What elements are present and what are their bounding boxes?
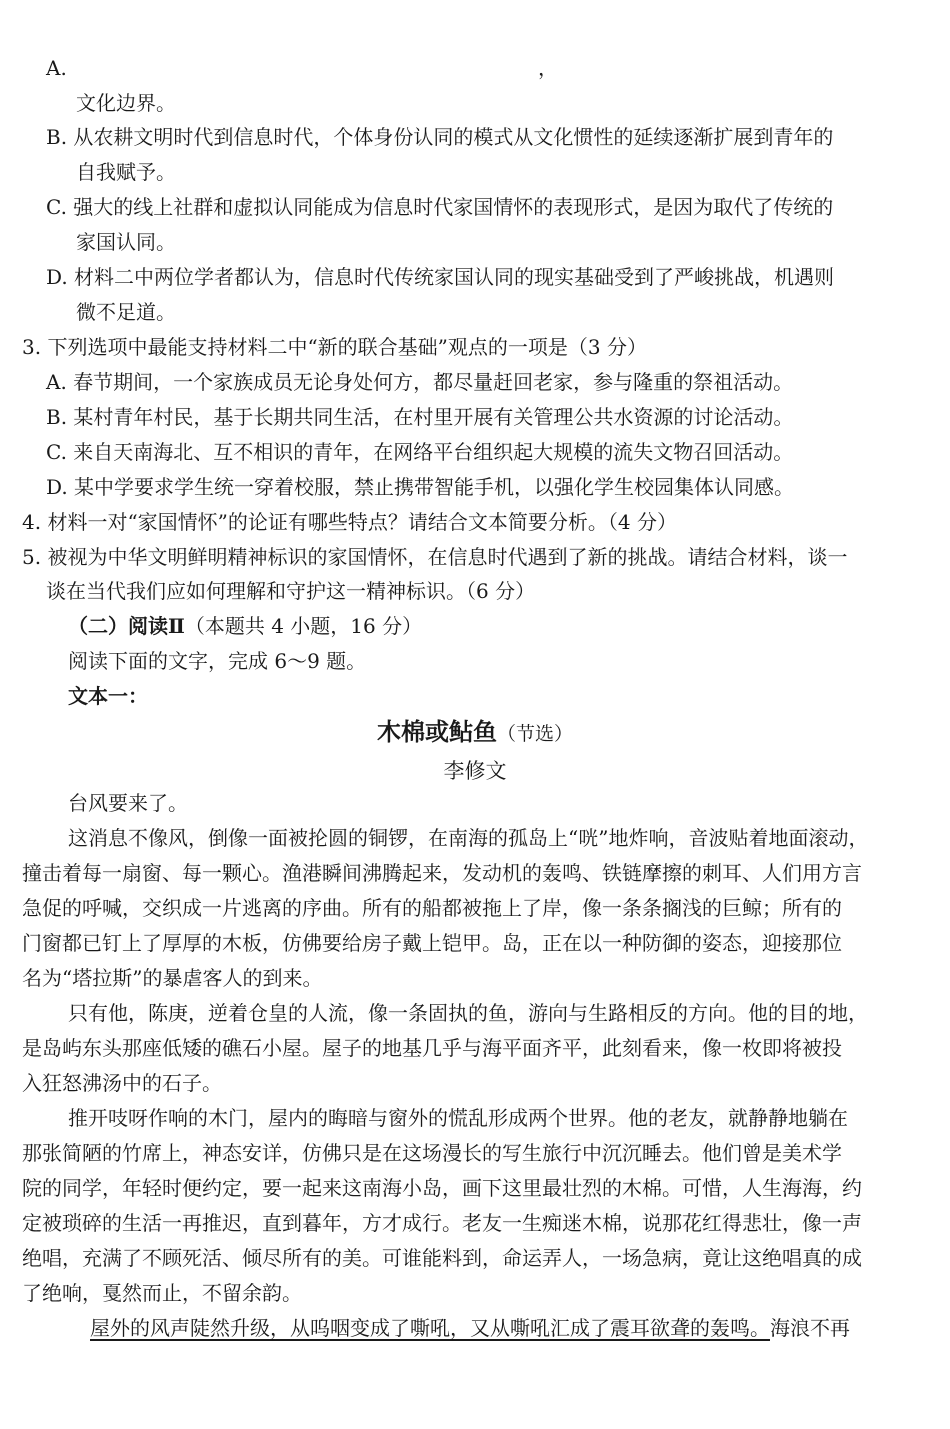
option-2d-line1: D. 材料二中两位学者都认为，信息时代传统家国认同的现实基础受到了严峻挑战，机遇则 (46, 265, 835, 289)
article-title: 木棉或鲇鱼 (376, 717, 497, 746)
option-3c: C. 来自天南海北、互不相识的青年，在网络平台组织起大规模的流失文物召回活动。 (46, 440, 794, 464)
article-line: 名为“塔拉斯”的暴虐客人的到来。 (22, 966, 323, 990)
article-title-block (0, 716, 950, 748)
article-line: 撞击着每一扇窗、每一颗心。渔港瞬间沸腾起来，发动机的轰鸣、铁链摩擦的刺耳、人们用方言 (22, 861, 862, 885)
section-heading-rest: （本题共 4 小题，16 分） (184, 614, 423, 638)
article-line: 绝唱，充满了不顾死活、倾尽所有的美。可谁能料到，命运弄人，一场急病，竟让这绝唱真的成 (22, 1246, 862, 1270)
option-2c-line2: 家国认同。 (76, 230, 176, 254)
question-3-stem: 3. 下列选项中最能支持材料二中“新的联合基础”观点的一项是（3 分） (22, 335, 647, 359)
question-5-line1: 5. 被视为中华文明鲜明精神标识的家国情怀，在信息时代遇到了新的挑战。请结合材料，谈一 (22, 545, 848, 569)
option-3a: A. 春节期间，一个家族成员无论身处何方，都尽量赶回老家，参与隆重的祭祖活动。 (46, 370, 794, 394)
option-2a-comma: ， (538, 56, 558, 80)
article-author: 李修文 (443, 759, 507, 783)
section-instruction: 阅读下面的文字，完成 6～9 题。 (68, 649, 367, 673)
option-2b-line2: 自我赋予。 (76, 160, 176, 184)
article-line: 只有他，陈庚，逆着仓皇的人流，像一条固执的鱼，游向与生路相反的方向。他的目的地， (68, 1001, 868, 1025)
article-last-tail: 海浪不再 (770, 1316, 850, 1340)
article-line: 入狂怒沸汤中的石子。 (22, 1071, 222, 1095)
option-3b: B. 某村青年村民，基于长期共同生活，在村里开展有关管理公共水资源的讨论活动。 (46, 405, 794, 429)
underlined-sentence: 屋外的风声陡然升级，从呜咽变成了嘶吼，又从嘶吼汇成了震耳欲聋的轰鸣。 (90, 1316, 770, 1340)
article-line: 这消息不像风，倒像一面被抡圆的铜锣，在南海的孤岛上“咣”地炸响，音波贴着地面滚动， (68, 826, 869, 850)
question-4: 4. 材料一对“家国情怀”的论证有哪些特点？请结合文本简要分析。（4 分） (22, 510, 677, 534)
article-line: 院的同学，年轻时便约定，要一起来这南海小岛，画下这里最壮烈的木棉。可惜，人生海海，约 (22, 1176, 862, 1200)
option-2d-line2: 微不足道。 (76, 300, 176, 324)
option-2c-line1: C. 强大的线上社群和虚拟认同能成为信息时代家国情怀的表现形式，是因为取代了传统的 (46, 195, 834, 219)
option-2a-line2: 文化边界。 (76, 91, 176, 115)
option-2a-label: A. (46, 56, 67, 80)
option-3d: D. 某中学要求学生统一穿着校服，禁止携带智能手机，以强化学生校园集体认同感。 (46, 475, 795, 499)
question-5-line2: 谈在当代我们应如何理解和守护这一精神标识。（6 分） (46, 579, 536, 603)
article-line: 台风要来了。 (68, 791, 188, 815)
article-last-line (90, 1315, 850, 1341)
section-heading (68, 613, 422, 639)
article-line: 门窗都已钉上了厚厚的木板，仿佛要给房子戴上铠甲。岛，正在以一种防御的姿态，迎接那位 (22, 931, 842, 955)
article-line: 了绝响，戛然而止，不留余韵。 (22, 1281, 302, 1305)
article-line: 那张简陋的竹席上，神态安详，仿佛只是在这场漫长的写生旅行中沉沉睡去。他们曾是美术学 (22, 1141, 842, 1165)
section-heading-bold: （二）阅读Ⅱ (68, 614, 185, 638)
article-line: 是岛屿东头那座低矮的礁石小屋。屋子的地基几乎与海平面齐平，此刻看来，像一枚即将被投 (22, 1036, 842, 1060)
text-one-label: 文本一： (68, 684, 148, 708)
article-line: 定被琐碎的生活一再推迟，直到暮年，方才成行。老友一生痴迷木棉，说那花红得悲壮，像一声 (22, 1211, 862, 1235)
article-title-note: （节选） (496, 723, 573, 745)
article-line: 推开吱呀作响的木门，屋内的晦暗与窗外的慌乱形成两个世界。他的老友，就静静地躺在 (68, 1106, 848, 1130)
option-2b-line1: B. 从农耕文明时代到信息时代，个体身份认同的模式从文化惯性的延续逐渐扩展到青年的 (46, 125, 834, 149)
article-line: 急促的呼喊，交织成一片逃离的序曲。所有的船都被拖上了岸，像一条条搁浅的巨鲸；所有的 (22, 896, 842, 920)
